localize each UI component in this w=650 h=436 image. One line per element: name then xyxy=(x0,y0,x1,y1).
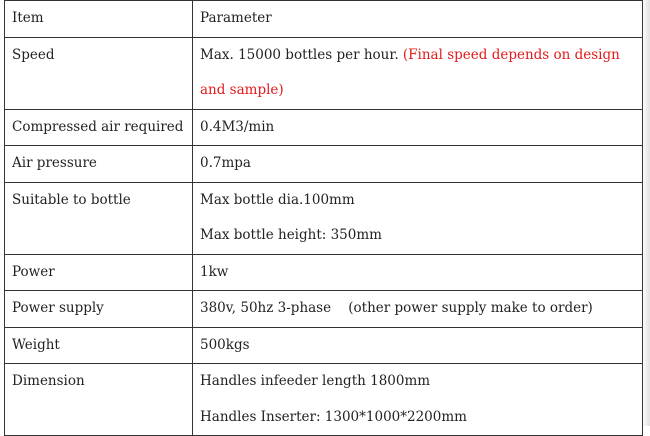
table-row xyxy=(5,291,643,328)
table-header-row xyxy=(5,1,643,38)
row-value-speed xyxy=(193,37,643,109)
row-value-dimension xyxy=(193,364,643,436)
row-item-speed: Speed xyxy=(5,37,193,109)
bottle-dia: Max bottle dia.100mm xyxy=(200,191,355,208)
page-edge-shadow xyxy=(642,0,650,426)
table-row xyxy=(5,37,643,109)
speed-note: (Final speed depends on design xyxy=(402,46,620,63)
row-item-weight: Weight xyxy=(5,327,193,364)
table-row xyxy=(5,254,643,291)
row-value-weight: 500kgs xyxy=(193,327,643,364)
spec-table xyxy=(4,0,643,436)
row-value-air-pressure: 0.7mpa xyxy=(193,146,643,183)
speed-value: Max. 15000 bottles per hour. xyxy=(200,46,399,63)
speed-note-continued: and sample) xyxy=(200,82,284,98)
table-row xyxy=(5,327,643,364)
infeeder-length: Handles infeeder length 1800mm xyxy=(200,373,431,389)
row-item-compressed-air: Compressed air required xyxy=(5,109,193,146)
row-value-power: 1kw xyxy=(193,254,643,291)
table-row xyxy=(5,364,643,436)
table-row xyxy=(5,109,643,146)
bottle-height: Max bottle height: 350mm xyxy=(200,227,382,243)
row-value-compressed-air: 0.4M3/min xyxy=(193,109,643,146)
row-item-suitable-bottle: Suitable to bottle xyxy=(5,182,193,254)
row-item-power-supply: Power supply xyxy=(5,291,193,328)
row-value-power-supply: 380v, 50hz 3-phase (other power supply make to order) xyxy=(193,291,643,328)
table-row xyxy=(5,182,643,254)
inserter-dimension: Handles Inserter: 1300*1000*2200mm xyxy=(200,408,467,425)
table-row xyxy=(5,146,643,183)
row-item-power: Power xyxy=(5,254,193,291)
header-item: Item xyxy=(5,1,193,38)
row-value-suitable-bottle xyxy=(193,182,643,254)
row-item-air-pressure: Air pressure xyxy=(5,146,193,183)
header-parameter: Parameter xyxy=(193,1,643,38)
row-item-dimension: Dimension xyxy=(5,364,193,436)
